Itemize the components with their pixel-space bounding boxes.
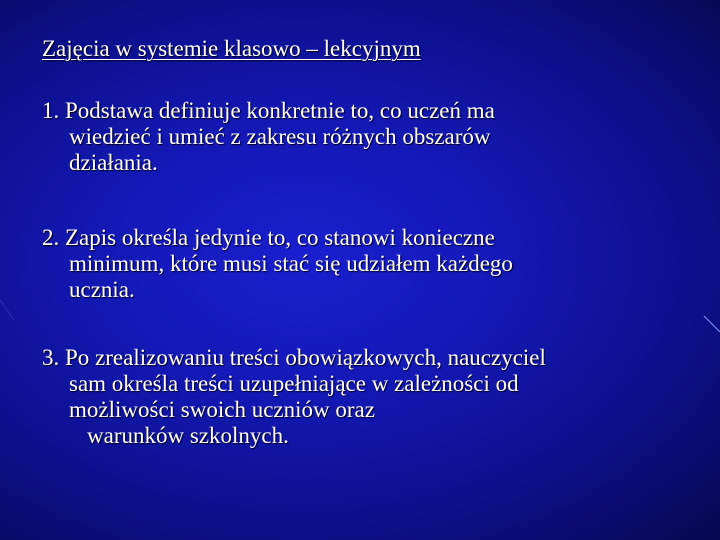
list-item <box>42 345 682 449</box>
slide-title: Zajęcia w systemie klasowo – lekcyjnym <box>42 36 421 61</box>
list-item-line: sam określa treści uzupełniające w zależności od <box>69 371 519 396</box>
list-item <box>42 98 682 176</box>
light-streak <box>704 316 720 332</box>
list-item-line: 3. Po zrealizowaniu treści obowiązkowych, nauczyciel <box>42 345 546 370</box>
list-item-line: działania. <box>69 150 158 175</box>
list-item-line: ucznia. <box>69 277 135 302</box>
list-item-line: 1. Podstawa definiuje konkretnie to, co uczeń ma <box>42 98 495 123</box>
light-streak <box>0 300 14 320</box>
list-item <box>42 225 682 303</box>
list-item-line: minimum, które musi stać się udziałem każdego <box>69 251 513 276</box>
list-item-line: 2. Zapis określa jedynie to, co stanowi konieczne <box>42 225 495 250</box>
list-item-line: warunków szkolnych. <box>87 423 289 448</box>
list-item-line: możliwości swoich uczniów oraz <box>69 397 375 422</box>
list-item-line: wiedzieć i umieć z zakresu różnych obszarów <box>69 124 491 149</box>
